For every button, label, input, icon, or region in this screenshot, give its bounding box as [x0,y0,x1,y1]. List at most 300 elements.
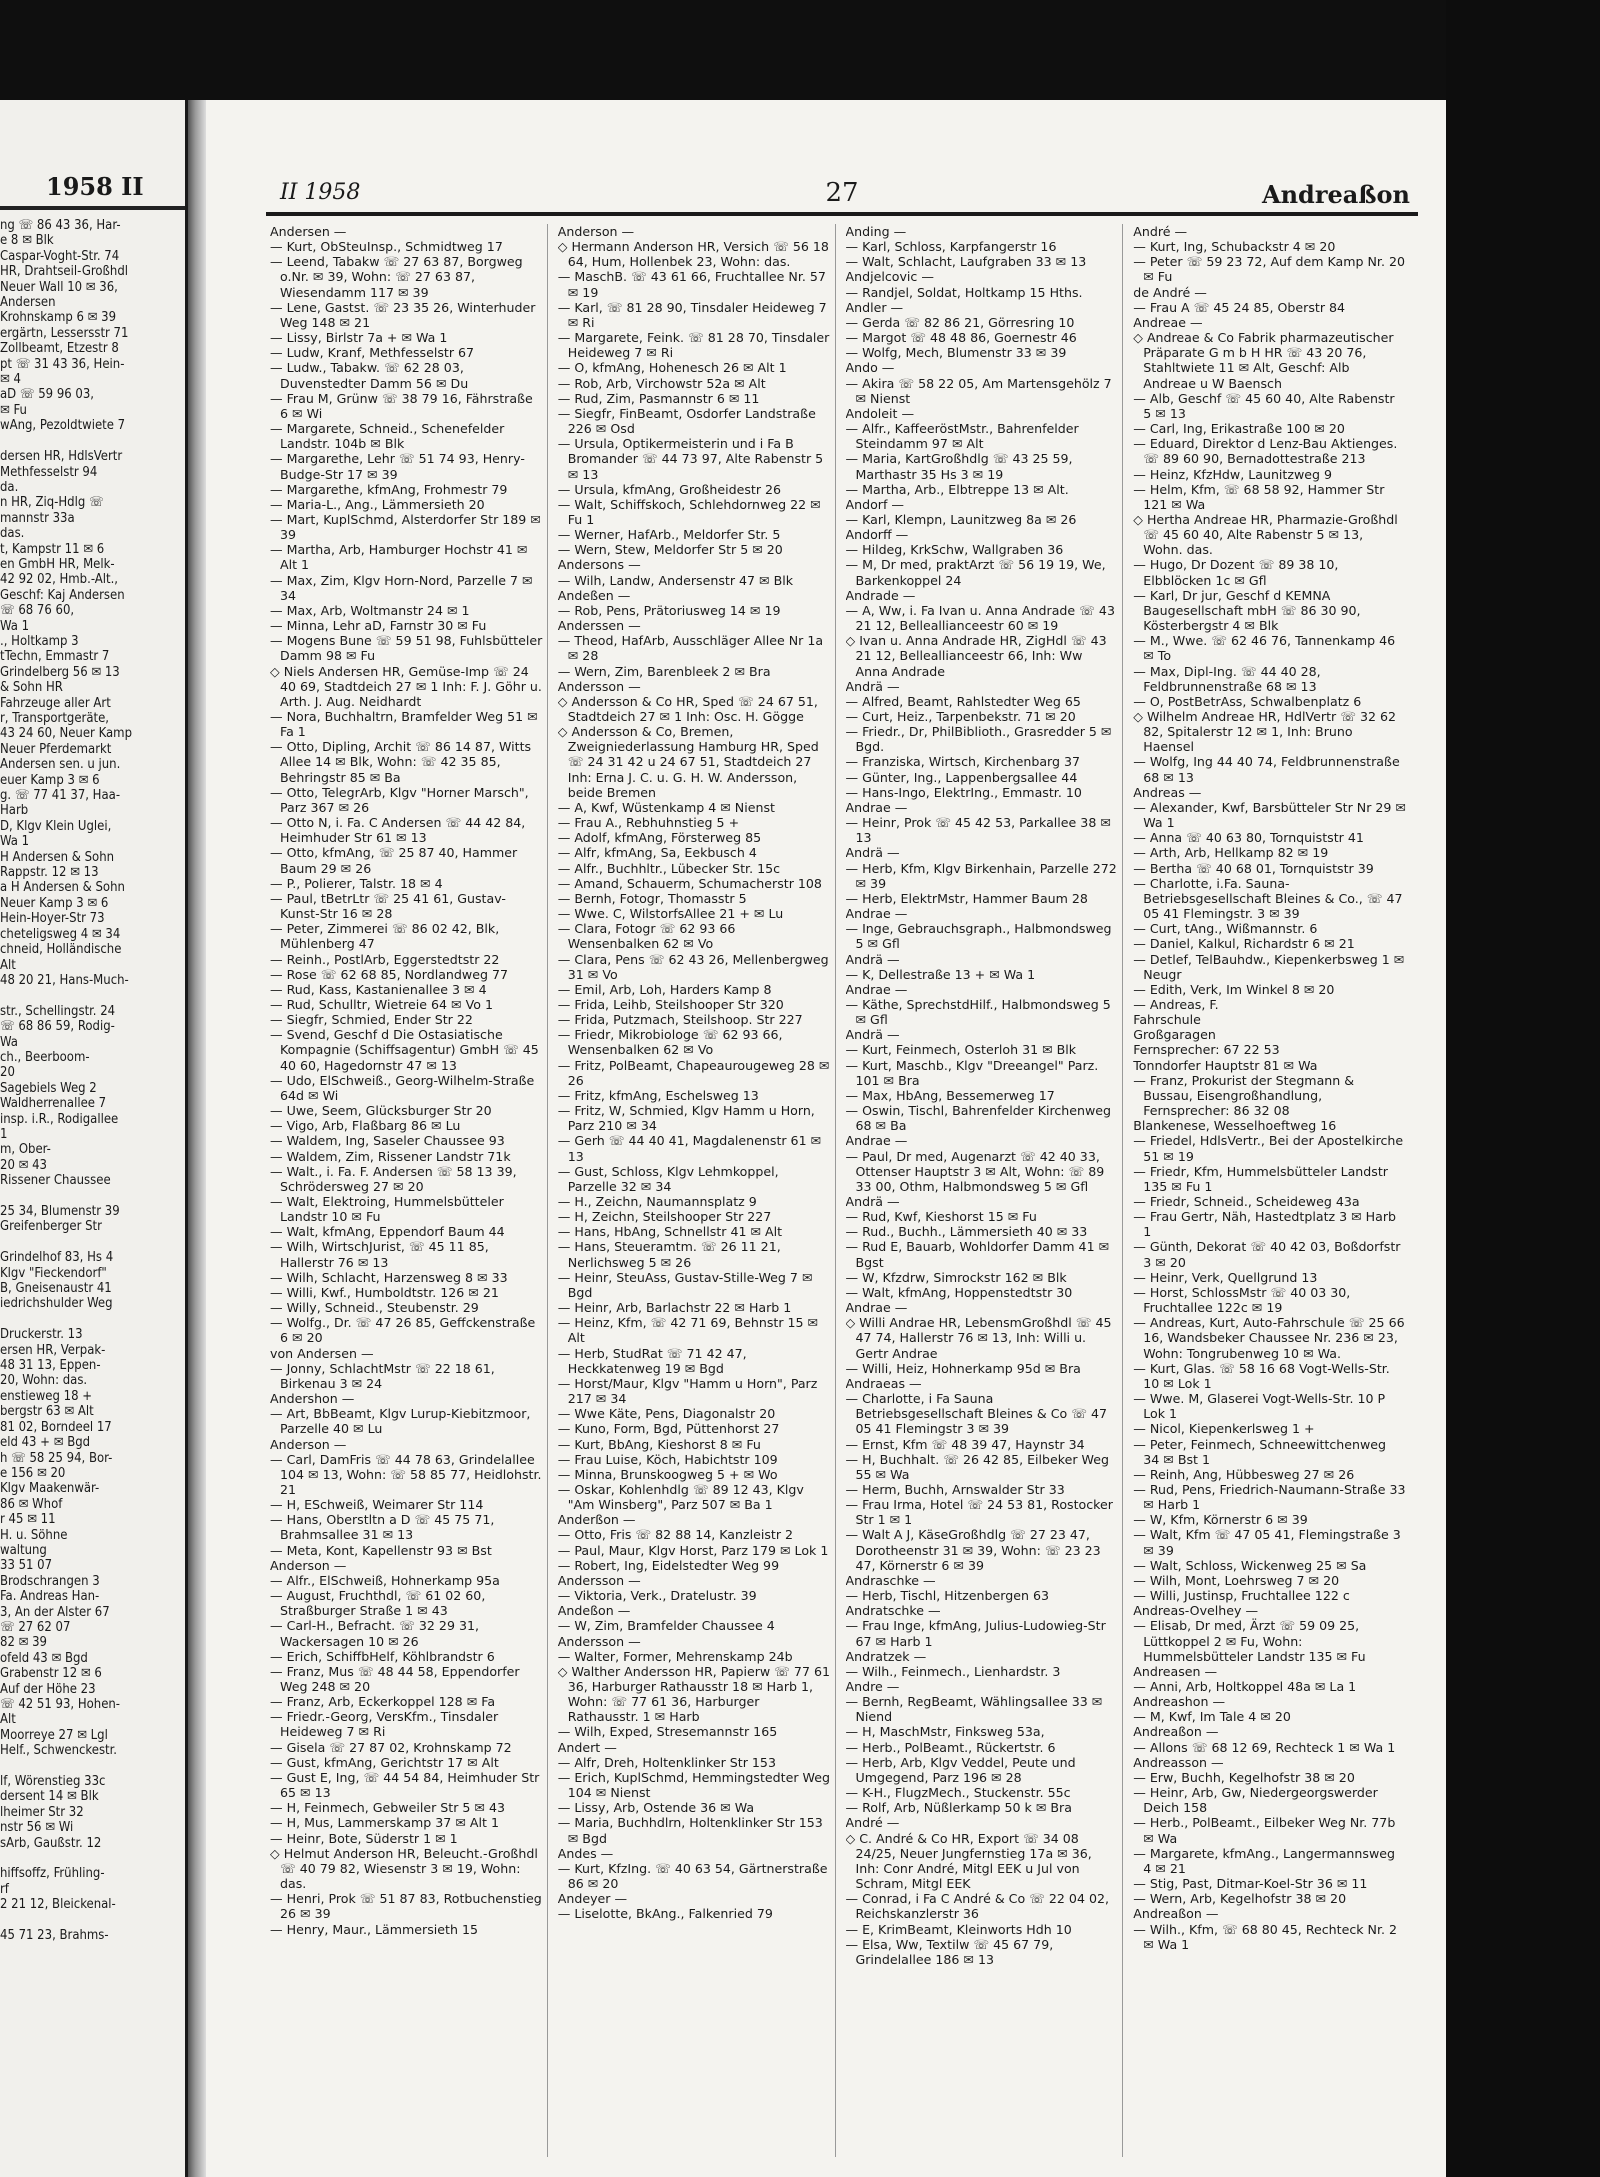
left-page-line: waltung [0,1542,47,1558]
directory-entry: — Friedr., Dr, PhilBiblioth., Grasredder 5 ✉ Bgd. [845,724,1112,755]
directory-entry: — Randjel, Soldat, Holtkamp 15 Hths. [845,284,1083,300]
directory-entry: — H, Zeichn, Steilshooper Str 227 [557,1209,772,1225]
directory-entry: — Bernh, RegBeamt, Wählingsallee 33 ✉ Niend [845,1694,1103,1725]
directory-entry: — Herb, Kfm, Klgv Birkenhain, Parzelle 272 ✉ 39 [845,860,1117,891]
left-page-line: mannstr 33a [0,510,75,526]
directory-entry: — M, Kwf, Im Tale 4 ✉ 20 [1133,1709,1291,1725]
directory-entry: — Herb., PolBeamt., Rückertstr. 6 [845,1739,1056,1755]
left-page-line: H Andersen & Sohn [0,849,115,865]
directory-entry: — Minna, Brunskoogweg 5 + ✉ Wo [557,1466,778,1482]
directory-entry: — Walter, Former, Mehrenskamp 24b [557,1648,793,1664]
directory-entry: — Inge, Gebrauchsgraph., Halbmondsweg 5 ✉ Gfl [845,921,1112,952]
directory-entry: — Walt., i. Fa. F. Andersen ☏ 58 13 39, Schrödersweg 27 ✉ 20 [270,1163,517,1194]
left-page-line: e 8 ✉ Blk [0,233,54,249]
directory-entry: — Viktoria, Verk., Dratelustr. 39 [557,1588,757,1604]
directory-entry: ◇ Walther Andersson HR, Papierw ☏ 77 61 36, Harburger Rathausstr 18 ✉ Harb 1, Wohn: ☏ 77 61 36, Harburger Rathausstr. 1 ✉ Harb [557,1663,830,1725]
left-page-line: ☏ 68 86 59, Rodig- [0,1019,115,1035]
directory-entry: — Walt, Kfm ☏ 47 05 41, Flemingstraße 3 ✉ 39 [1133,1527,1401,1558]
directory-entry: — Peter, Feinmech, Schneewittchenweg 34 ✉ Bst 1 [1133,1436,1387,1467]
directory-entry: — Otto, Fris ☏ 82 88 14, Kanzleistr 2 [557,1527,794,1543]
directory-entry: — Meta, Kont, Kapellenstr 93 ✉ Bst [270,1542,492,1558]
directory-entry: — P., Polierer, Talstr. 18 ✉ 4 [270,875,443,891]
directory-entry: — Siegfr, Schmied, Ender Str 22 [270,1012,473,1028]
directory-entry: — Alfr., KaffeeröstMstr., Bahrenfelder Steindamm 97 ✉ Alt [845,421,1079,452]
directory-entry: — Otto, TelegrArb, Klgv "Horner Marsch", Parz 367 ✉ 26 [270,784,529,815]
directory-page [206,100,1446,2177]
directory-column-1 [270,224,548,2157]
directory-entry: — Emil, Arb, Loh, Harders Kamp 8 [557,981,772,997]
directory-entry: — Reinh, Ang, Hübbesweg 27 ✉ 26 [1133,1466,1355,1482]
directory-entry: — Hildeg, KrkSchw, Wallgraben 36 [845,542,1064,558]
directory-entry: — W, Kfzdrw, Simrockstr 162 ✉ Blk [845,1269,1067,1285]
left-page-line [0,988,185,1003]
left-page-line: nstr 56 ✉ Wi [0,1820,74,1836]
directory-entry: — Wolfg, Mech, Blumenstr 33 ✉ 39 [845,345,1067,361]
directory-entry: — Alfr., Buchhltr., Lübecker Str. 15c [557,860,781,876]
directory-entry: — Arth, Arb, Hellkamp 82 ✉ 19 [1133,845,1329,861]
directory-entry: Andrae — [845,799,908,815]
left-page-line: pt ☏ 31 43 36, Hein- [0,356,125,372]
directory-entry: — Herb, Arb, Klgv Veddel, Peute und Umgegend, Parz 196 ✉ 28 [845,1754,1076,1785]
left-page-line: lf, Wörenstieg 33c [0,1774,106,1790]
directory-entry: Andreasen — [1133,1663,1218,1679]
left-page-line: aD ☏ 59 96 03, [0,387,95,403]
directory-entry: — Daniel, Kalkul, Richardstr 6 ✉ 21 [1133,936,1355,952]
left-page-line: Klgv Maakenwär- [0,1481,100,1497]
directory-entry: — Robert, Ing, Eidelstedter Weg 99 [557,1557,780,1573]
left-page-line: HR, Drahtseil-Großhdl [0,264,129,280]
directory-entry: — Hugo, Dr Dozent ☏ 89 38 10, Elbblöcken 1c ✉ Gfl [1133,557,1339,588]
directory-entry: — Paul, tBetrLtr ☏ 25 41 61, Gustav-Kunst-Str 16 ✉ 28 [270,890,506,922]
directory-entry: Anderson — [270,1436,347,1452]
left-page-line: en GmbH HR, Melk- [0,556,115,572]
directory-entry: Andeßen — [557,587,631,603]
directory-entry: — Walt A J, KäseGroßhdlg ☏ 27 23 47, Dorotheenstr 31 ✉ 39, Wohn: ☏ 23 23 47, Körnerstr 6 ✉ 39 [845,1527,1101,1573]
directory-entry: Andre — [845,1679,900,1694]
left-page-line: Geschf: Kaj Andersen [0,587,125,603]
directory-entry: — Stig, Past, Ditmar-Koel-Str 36 ✉ 11 [1133,1876,1368,1892]
directory-entry: — Siegfr, FinBeamt, Osdorfer Landstraße 226 ✉ Osd [557,405,816,437]
left-page-line: ✉ 4 [0,372,21,388]
left-page-fragment [0,100,188,2177]
directory-entry: — Uwe, Seem, Glücksburger Str 20 [270,1103,492,1119]
left-page-line: 20 ✉ 43 [0,1157,47,1173]
directory-entry: — Wern, Zim, Barenbleek 2 ✉ Bra [557,663,771,679]
directory-entry: Andrade — [845,587,916,603]
directory-entry: Andeßon — [557,1603,631,1619]
directory-entry: — Frau Luise, Köch, Habichtstr 109 [557,1451,778,1467]
directory-entry: — Art, BbBeamt, Klgv Lurup-Kiebitzmoor, Parzelle 40 ✉ Lu [270,1406,531,1437]
directory-entry: — Udo, ElSchweiß., Georg-Wilhelm-Straße 64d ✉ Wi [270,1072,535,1103]
directory-entry: — Paul, Dr med, Augenarzt ☏ 42 40 33, Ottenser Hauptstr 3 ✉ Alt, Wohn: ☏ 89 33 00, Othm, Halbmondsweg 5 ✉ Gfl [845,1148,1105,1194]
left-page-line: r 45 ✉ 11 [0,1512,56,1528]
directory-entry: — Horst, SchlossMstr ☏ 40 03 30, Fruchtallee 122c ✉ 19 [1133,1284,1351,1316]
directory-entry: — Carl, DamFris ☏ 44 78 63, Grindelallee 104 ✉ 13, Wohn: ☏ 58 85 77, Heidlohstr. 21 [270,1451,542,1497]
directory-entry: ◇ Niels Andersen HR, Gemüse-Imp ☏ 24 40 69, Stadtdeich 27 ✉ 1 Inh: F. J. Göhr u. Arth. J. Aug. Neidhardt [270,663,542,709]
directory-entry: — H., Zeichn, Naumannsplatz 9 [557,1194,757,1209]
directory-entry: — Jonny, SchlachtMstr ☏ 22 18 61, Birkenau 3 ✉ 24 [270,1360,495,1391]
directory-entry: — Maria-L., Ang., Lämmersieth 20 [270,496,485,512]
directory-entry: — Willy, Schneid., Steubenstr. 29 [270,1300,479,1316]
directory-entry: — Herb, ElektrMstr, Hammer Baum 28 [845,890,1088,906]
left-page-line: cheteligsweg 4 ✉ 34 [0,926,121,942]
directory-column-4 [1133,224,1410,2157]
left-page-line: Wa 1 [0,834,30,850]
directory-entry: Andert — [557,1739,617,1755]
left-page-line: 48 20 21, Hans-Much- [0,972,129,988]
directory-entry: — Ursula, kfmAng, Großheidestr 26 [557,481,782,497]
directory-entry: — Theod, HafArb, Ausschläger Allee Nr 1a ✉ 28 [557,633,824,664]
directory-entry: Anderßon — [557,1512,636,1528]
left-page-line: 81 02, Borndeel 17 [0,1419,112,1435]
directory-entry: Andoleit — [845,405,915,421]
directory-entry: ◇ Hertha Andreae HR, Pharmazie-Großhdl ☏ 45 60 40, Alte Rabenstr 5 ✉ 13, Wohn. das. [1133,511,1398,558]
directory-entry: ◇ Helmut Anderson HR, Beleucht.-Großhdl ☏ 40 79 82, Wiesenstr 3 ✉ 19, Wohn: das. [270,1845,538,1892]
directory-entry: — Erich, SchiffbHelf, Köhlbrandstr 6 [270,1648,495,1664]
directory-entry: — Frida, Putzmach, Steilshoop. Str 227 [557,1012,803,1028]
directory-entry: — Maria, Buchhdlrn, Holtenklinker Str 153 ✉ Bgd [557,1815,823,1846]
left-page-line: Caspar-Voght-Str. 74 [0,248,120,264]
left-page-line: Grindelberg 56 ✉ 13 [0,664,120,680]
directory-entry: — Willi, Kwf., Humboldtstr. 126 ✉ 21 [270,1284,499,1300]
directory-entry: — Gust, kfmAng, Gerichtstr 17 ✉ Alt [270,1754,499,1770]
directory-entry: — H, MaschMstr, Finksweg 53a, [845,1724,1045,1740]
directory-entry: — Herb, Tischl, Hitzenbergen 63 [845,1588,1049,1604]
directory-entry: — Margot ☏ 48 48 86, Goernestr 46 [845,330,1077,346]
directory-entry: — Andreas, Kurt, Auto-Fahrschule ☏ 25 66 16, Wandsbeker Chaussee Nr. 236 ✉ 23, Wohn: Tongrubenweg 10 ✉ Wa. [1133,1315,1405,1361]
directory-entry: — Erw, Buchh, Kegelhofstr 38 ✉ 20 [1133,1769,1355,1785]
directory-entry: — Wilh, WirtschJurist, ☏ 45 11 85, Hallerstr 76 ✉ 13 [270,1239,489,1270]
directory-entry: — Alfr., ElSchweiß, Hohnerkamp 95a [270,1572,500,1588]
left-page-line: Alt [0,1712,16,1728]
directory-entry: — Wilh, Landw, Andersenstr 47 ✉ Blk [557,572,794,588]
directory-entry: — Kurt, Feinmech, Osterloh 31 ✉ Blk [845,1042,1077,1058]
directory-entry: ◇ Andersson & Co, Bremen, Zweigniederlassung Hamburg HR, Sped ☏ 24 31 42 u 24 67 51, Stadtdeich 27 Inh: Erna J. C. u. G. H. W. Andersson, beide Bremen [557,724,819,800]
directory-entry: Tonndorfer Hauptstr 81 ✉ Wa [1133,1057,1318,1073]
left-page-line: Fa. Andreas Han- [0,1589,100,1605]
directory-entry: Andrä — [845,1194,900,1209]
directory-entry: — Henry, Maur., Lämmersieth 15 [270,1921,478,1937]
book-gutter [188,100,206,2177]
left-page-line [0,434,185,449]
directory-entry: Andreaßon — [1133,1906,1219,1922]
directory-entry: — Kurt, Glas. ☏ 58 16 68 Vogt-Wells-Str. 10 ✉ Lok 1 [1133,1360,1390,1391]
left-page-line: ., Holtkamp 3 [0,633,79,649]
directory-entry: — Bernh, Fotogr, Thomasstr 5 [557,890,747,906]
left-page-line: ✉ Fu [0,402,27,418]
left-page-line: sArb, Gaußstr. 12 [0,1835,102,1851]
directory-entry: — Friedr, Mikrobiologe ☏ 62 93 66, Wensenbalken 62 ✉ Vo [557,1027,783,1058]
directory-entry: — Frida, Leihb, Steilshooper Str 320 [557,996,784,1012]
directory-entry: — August, Fruchthdl, ☏ 61 02 60, Straßburger Straße 1 ✉ 43 [270,1588,486,1619]
directory-entry: — Friedr.-Georg, VersKfm., Tinsdaler Heideweg 7 ✉ Ri [270,1709,499,1740]
directory-entry: — Liselotte, BkAng., Falkenried 79 [557,1906,773,1922]
directory-entry: — Herb, StudRat ☏ 71 42 47, Heckkatenweg 19 ✉ Bgd [557,1345,747,1376]
left-page-line: ☏ 42 51 93, Hohen- [0,1697,121,1712]
directory-entry: Andreashon — [1133,1694,1226,1710]
left-page-line: e 156 ✉ 20 [0,1465,66,1481]
directory-entry: — Fritz, W, Schmied, Klgv Hamm u Horn, Parz 210 ✉ 34 [557,1103,815,1134]
directory-entry: Andreae — [1133,314,1203,330]
directory-entry: Andreaßon — [1133,1724,1219,1740]
directory-entry: — Ludw, Kranf, Methfesselstr 67 [270,345,475,361]
left-page-line: str., Schellingstr. 24 [0,1003,116,1019]
left-page-line: a H Andersen & Sohn [0,880,125,896]
directory-entry: ◇ Andersson & Co HR, Sped ☏ 24 67 51, Stadtdeich 27 ✉ 1 Inh: Osc. H. Gögge [557,693,818,724]
directory-entry: — H, Mus, Lammerskamp 37 ✉ Alt 1 [270,1815,499,1831]
directory-entry: — Kurt, Maschb., Klgv "Dreeangel" Parz. 101 ✉ Bra [845,1057,1099,1088]
directory-entry: — Carl, Ing, Erikastraße 100 ✉ 20 [1133,421,1345,437]
directory-entry: — Kurt, Ing, Schubackstr 4 ✉ 20 [1133,239,1336,255]
directory-entry: — Margarethe, Lehr ☏ 51 74 93, Henry-Budge-Str 17 ✉ 39 [270,451,525,482]
directory-entry: — Max, Dipl-Ing. ☏ 44 40 28, Feldbrunnenstraße 68 ✉ 13 [1133,663,1321,694]
left-page-line: wAng, Pezoldtwiete 7 [0,418,126,434]
directory-entry: — Hans, Steueramtm. ☏ 26 11 21, Nerlichsweg 5 ✉ 26 [557,1239,781,1270]
left-page-line [0,1851,185,1866]
left-page-line: 3, An der Alster 67 [0,1604,110,1620]
left-page-line: 33 51 07 [0,1558,53,1574]
left-page-line: D, Klgv Klein Uglei, [0,818,112,834]
directory-entry: — Frau Gertr, Näh, Hastedtplatz 3 ✉ Harb 1 [1133,1209,1397,1240]
directory-entry: Andrä — [845,845,900,861]
left-page-line: enstieweg 18 + [0,1388,93,1404]
directory-entry: — Margarethe, kfmAng, Frohmestr 79 [270,481,508,497]
directory-entry: Andreas-Ovelhey — [1133,1603,1259,1619]
left-page-line: ofeld 43 ✉ Bgd [0,1650,88,1666]
directory-entry: — Kurt, KfzIng. ☏ 40 63 54, Gärtnerstraße 86 ✉ 20 [557,1860,828,1892]
directory-entry: — Heinr, Bote, Süderstr 1 ✉ 1 [270,1830,458,1846]
directory-entry: — Heinr, Arb, Gw, Niedergeorgswerder Deich 158 [1133,1785,1378,1816]
left-page-line: ng ☏ 86 43 36, Har- [0,218,121,233]
left-page-line: Greifenberger Str [0,1219,102,1235]
directory-entry: — Helm, Kfm, ☏ 68 58 92, Hammer Str 121 ✉ Wa [1133,481,1385,512]
directory-entry: Andersson — [557,1572,641,1588]
directory-entry: — Paul, Maur, Klgv Horst, Parz 179 ✉ Lok 1 [557,1542,829,1558]
left-page-line: 82 ✉ 39 [0,1635,47,1651]
directory-entry: — Oswin, Tischl, Bahrenfelder Kirchenweg 68 ✉ Ba [845,1103,1112,1134]
directory-entry: — Rud., Buchh., Lämmersieth 40 ✉ 33 [845,1224,1088,1240]
directory-entry: — Amand, Schauerm, Schumacherstr 108 [557,875,822,891]
directory-entry: — Martha, Arb., Elbtreppe 13 ✉ Alt. [845,481,1069,497]
left-page-line: Auf der Höhe 23 [0,1681,96,1697]
left-page-line: euer Kamp 3 ✉ 6 [0,772,100,788]
directory-entry: — Rud E, Bauarb, Wohldorfer Damm 41 ✉ Bgst [845,1239,1110,1270]
directory-entry: Andes — [557,1845,614,1861]
left-page-line: r, Transportgeräte, [0,711,110,726]
directory-entry: — Oskar, Kohlenhdlg ☏ 89 12 43, Klgv "Am Winsberg", Parz 507 ✉ Ba 1 [557,1481,804,1513]
left-page-line: Waldherrenallee 7 [0,1096,107,1112]
directory-entry: — Otto, kfmAng, ☏ 25 87 40, Hammer Baum 29 ✉ 26 [270,845,518,876]
directory-entry: — Rud, Pens, Friedrich-Naumann-Straße 33 ✉ Harb 1 [1133,1481,1406,1513]
directory-entry: — Fritz, kfmAng, Eschelsweg 13 [557,1087,759,1103]
left-page-line: 45 71 23, Brahms- [0,1928,109,1944]
directory-entry: Andrae — [845,1133,908,1149]
directory-entry: ◇ Hermann Anderson HR, Versich ☏ 56 18 64, Hum, Hollenbek 23, Wohn: das. [557,239,829,270]
left-page-line: tTechn, Emmastr 7 [0,649,110,665]
directory-entry: — Minna, Lehr aD, Farnstr 30 ✉ Fu [270,618,487,634]
directory-entry: — Lissy, Birlstr 7a + ✉ Wa 1 [270,330,448,346]
directory-entry: — Nicol, Kiepenkerlsweg 1 + [1133,1421,1315,1437]
directory-entry: Andeyer — [557,1891,628,1907]
page-header-year: II 1958 [280,180,361,205]
directory-entry: — Lissy, Arb, Ostende 36 ✉ Wa [557,1800,755,1816]
left-page-line: dersen HR, HdlsVertr [0,449,123,465]
directory-entry: — Conrad, i Fa C André & Co ☏ 22 04 02, Reichskanzlerstr 36 [845,1891,1109,1922]
directory-entry: — Curt, tAng., Wißmannstr. 6 [1133,921,1318,937]
left-page-line: da. [0,479,19,495]
directory-entry: — Andreas, F. [1133,996,1219,1012]
left-page-line [0,1312,185,1327]
directory-entry: — Wilh., Feinmech., Lienhardstr. 3 [845,1663,1061,1679]
left-page-header: 1958 II [46,172,144,201]
directory-entry: — Frau Irma, Hotel ☏ 24 53 81, Rostocker Str 1 ✉ 1 [845,1497,1113,1528]
left-page-line: Druckerstr. 13 [0,1327,83,1343]
left-page-line: 20, Wohn: das. [0,1373,88,1389]
left-page-line: Andersen [0,295,56,311]
directory-entry: — Heinr, SteuAss, Gustav-Stille-Weg 7 ✉ Bgd [557,1269,813,1300]
directory-entry: Andratschke — [845,1603,941,1619]
left-page-line: n HR, Ziq-Hdlg ☏ [0,495,104,511]
directory-entry: — Rolf, Arb, Nüßlerkamp 50 k ✉ Bra [845,1800,1072,1816]
directory-entry: — Hans, Oberstltn a D ☏ 45 75 71, Brahmsallee 31 ✉ 13 [270,1512,495,1543]
left-page-line: ersen HR, Verpak- [0,1342,106,1358]
left-page-line: Wa 1 [0,618,30,634]
directory-entry: — Gust E, Ing, ☏ 44 54 84, Heimhuder Str 65 ✉ 13 [270,1769,540,1801]
left-page-line [0,1913,185,1928]
directory-entry: Andrä — [845,951,900,967]
left-page-line: ergärtn, Lessersstr 71 [0,325,129,341]
directory-entry: Andler — [845,299,904,315]
directory-entry: — Franz, Prokurist der Stegmann & Bussau, Eisengroßhandlung, Fernsprecher: 86 32 08 [1133,1072,1355,1119]
directory-entry: Anderson — [557,224,635,239]
directory-entry: — H, Feinmech, Gebweiler Str 5 ✉ 43 [270,1800,505,1816]
directory-entry: — Walt, Schloss, Wickenweg 25 ✉ Sa [1133,1557,1367,1573]
directory-entry: Fernsprecher: 67 22 53 [1133,1042,1280,1058]
directory-entry: — Herb., PolBeamt., Eilbeker Weg Nr. 77b ✉ Wa [1133,1815,1396,1846]
directory-entry: — Detlef, TelBauhdw., Kiepenkerbsweg 1 ✉ Neugr [1133,951,1405,982]
left-page-line: 1 [0,1126,8,1142]
directory-entry: — Willi, Heiz, Hohnerkamp 95d ✉ Bra [845,1360,1081,1376]
directory-entry: Großgaragen [1133,1027,1216,1043]
directory-entry: Ando — [845,360,895,376]
directory-entry: — E, KrimBeamt, Kleinworts Hdh 10 [845,1921,1072,1937]
left-page-line: Klgv "Fieckendorf" [0,1265,107,1281]
directory-entry: — Waldem, Zim, Rissener Landstr 71k [270,1148,511,1164]
left-page-line: Rappstr. 12 ✉ 13 [0,865,99,881]
directory-entry: — K, Dellestraße 13 + ✉ Wa 1 [845,966,1036,982]
directory-entry: — Karl, ☏ 81 28 90, Tinsdaler Heideweg 7 ✉ Ri [557,299,827,330]
directory-entry: — Alb, Geschf ☏ 45 60 40, Alte Rabenstr 5 ✉ 13 [1133,390,1395,421]
left-page-line: Grabenstr 12 ✉ 6 [0,1666,102,1682]
directory-entry: — Fritz, PolBeamt, Chapeaurougeweg 28 ✉ 26 [557,1057,830,1088]
directory-columns [270,224,1410,2157]
directory-entry: — Alexander, Kwf, Barsbütteler Str Nr 29 ✉ Wa 1 [1133,799,1406,831]
directory-entry: — Wilh, Mont, Loehrsweg 7 ✉ 20 [1133,1572,1340,1588]
page-number: 27 [825,178,859,208]
directory-entry: Andrae — [845,906,908,922]
directory-entry: Andrae — [845,981,908,997]
directory-entry: — Frau A ☏ 45 24 85, Oberstr 84 [1133,299,1346,315]
directory-entry: Andjelcovic — [845,269,934,285]
left-page-line: hiffsoffz, Frühling- [0,1866,105,1882]
directory-entry: — Walt, Elektroing, Hummelsbütteler Landstr 10 ✉ Fu [270,1194,504,1225]
directory-entry: — Werner, HafArb., Meldorfer Str. 5 [557,527,781,543]
directory-entry: — Heinr, Prok ☏ 45 42 53, Parkallee 38 ✉ 13 [845,815,1111,846]
directory-entry: — Max, Arb, Woltmanstr 24 ✉ 1 [270,602,470,618]
directory-entry: — Frau M, Grünw ☏ 38 79 16, Fährstraße 6 ✉ Wi [270,390,533,421]
left-page-line: ☏ 68 76 60, [0,603,75,619]
directory-entry: — Wern, Arb, Kegelhofstr 38 ✉ 20 [1133,1891,1347,1907]
directory-entry: — Otto N, i. Fa. C Andersen ☏ 44 42 84, Heimhuder Str 61 ✉ 13 [270,815,526,846]
left-page-line: Neuer Pferdemarkt [0,741,112,757]
directory-entry: ◇ C. André & Co HR, Export ☏ 34 08 24/25, Neuer Jungfernstieg 17a ✉ 36, Inh: Conr André, Mitgl EEK u Jul von Schram, Mitgl EEK [845,1830,1092,1892]
directory-entry: — Edith, Verk, Im Winkel 8 ✉ 20 [1133,981,1335,997]
left-page-line: Methfesselstr 94 [0,464,98,480]
directory-entry: André — [1133,224,1188,239]
directory-entry: Andersen — [270,224,347,239]
left-page-line: H. u. Söhne [0,1527,68,1543]
directory-entry: — Heinr, Arb, Barlachstr 22 ✉ Harb 1 [557,1300,792,1316]
directory-entry: Andershon — [270,1391,355,1407]
left-page-line: iedrichshulder Weg [0,1296,113,1312]
directory-entry: — Walt, kfmAng, Hoppenstedtstr 30 [845,1284,1073,1300]
directory-entry: — Rud, Zim, Pasmannstr 6 ✉ 11 [557,390,760,406]
left-page-line: chneid, Holländische [0,942,122,958]
directory-entry: — Wwe. C, WilstorfsAllee 21 + ✉ Lu [557,906,784,922]
directory-entry: — O, kfmAng, Hohenesch 26 ✉ Alt 1 [557,360,787,376]
directory-entry: — Frau Inge, kfmAng, Julius-Ludowieg-Str 67 ✉ Harb 1 [845,1618,1106,1649]
directory-entry: — Rud, Kwf, Kieshorst 15 ✉ Fu [845,1209,1037,1225]
header-rule [266,212,1418,216]
left-page-line [0,1235,185,1250]
left-page-line: ☏ 27 62 07 [0,1619,71,1635]
directory-entry: — Anni, Arb, Holtkoppel 48a ✉ La 1 [1133,1679,1357,1694]
directory-entry: — Alfred, Beamt, Rahlstedter Weg 65 [845,693,1081,709]
left-page-line: Helf., Schwenckestr. [0,1743,117,1759]
left-page-line: 2 21 12, Bleickenal- [0,1897,116,1913]
directory-entry: Andrä — [845,1027,900,1043]
directory-entry: — Mogens Bune ☏ 59 51 98, Fuhlsbütteler Damm 98 ✉ Fu [270,633,543,664]
directory-entry: — Friedel, HdlsVertr., Bei der Apostelkirche 51 ✉ 19 [1133,1133,1404,1164]
directory-entry: — Peter, Zimmerei ☏ 86 02 42, Blk, Mühlenberg 47 [270,921,500,952]
directory-entry: — Käthe, SprechstdHilf., Halbmondsweg 5 ✉ Gfl [845,996,1111,1028]
directory-entry: Blankenese, Wesselhoeftweg 16 [1133,1118,1337,1134]
directory-entry: — Heinz, Kfm, ☏ 42 71 69, Behnstr 15 ✉ Alt [557,1315,819,1346]
left-page-line: insp. i.R., Rodigallee [0,1111,119,1127]
directory-entry: — Karl, Dr jur, Geschf d KEMNA Baugesellschaft mbH ☏ 86 30 90, Kösterbergstr 4 ✉ Blk [1133,587,1361,634]
directory-entry: — H, Buchhalt. ☏ 26 42 85, Eilbeker Weg 55 ✉ Wa [845,1451,1110,1482]
directory-entry: — Elsa, Ww, Textilw ☏ 45 67 79, Grindelallee 186 ✉ 13 [845,1936,1054,1967]
directory-entry: Andrä — [845,678,900,694]
directory-entry: — Rose ☏ 62 68 85, Nordlandweg 77 [270,966,508,982]
directory-entry: — Henri, Prok ☏ 51 87 83, Rotbuchenstieg 26 ✉ 39 [270,1891,542,1922]
left-page-line: Hein-Hoyer-Str 73 [0,911,105,927]
directory-entry: Andersson — [557,1633,641,1649]
directory-entry: André — [845,1815,900,1831]
directory-entry: — Heinr, Verk, Quellgrund 13 [1133,1269,1318,1285]
directory-entry: — Otto, Dipling, Archit ☏ 86 14 87, Witts Allee 14 ✉ Blk, Wohn: ☏ 42 35 85, Behringstr 85 ✉ Ba [270,739,532,785]
left-page-line: Neuer Wall 10 ✉ 36, [0,279,118,295]
directory-entry: Andersson — [557,678,641,694]
directory-entry: — Herm, Buchh, Arnswalder Str 33 [845,1481,1065,1497]
directory-entry: — Charlotte, i Fa Sauna Betriebsgesellschaft Bleines & Co ☏ 47 05 41 Flemingstr 3 ✉ 39 [845,1391,1107,1437]
directory-entry: — A, Kwf, Wüstenkamp 4 ✉ Nienst [557,799,775,815]
directory-entry: — Margarete, Feink. ☏ 81 28 70, Tinsdaler Heideweg 7 ✉ Ri [557,330,830,361]
directory-entry: — Kurt, ObSteuInsp., Schmidtweg 17 [270,239,503,255]
directory-entry: — Wilh, Schlacht, Harzensweg 8 ✉ 33 [270,1269,508,1285]
left-page-line: 42 92 02, Hmb.-Alt., [0,572,119,588]
directory-column-3 [846,224,1124,2157]
